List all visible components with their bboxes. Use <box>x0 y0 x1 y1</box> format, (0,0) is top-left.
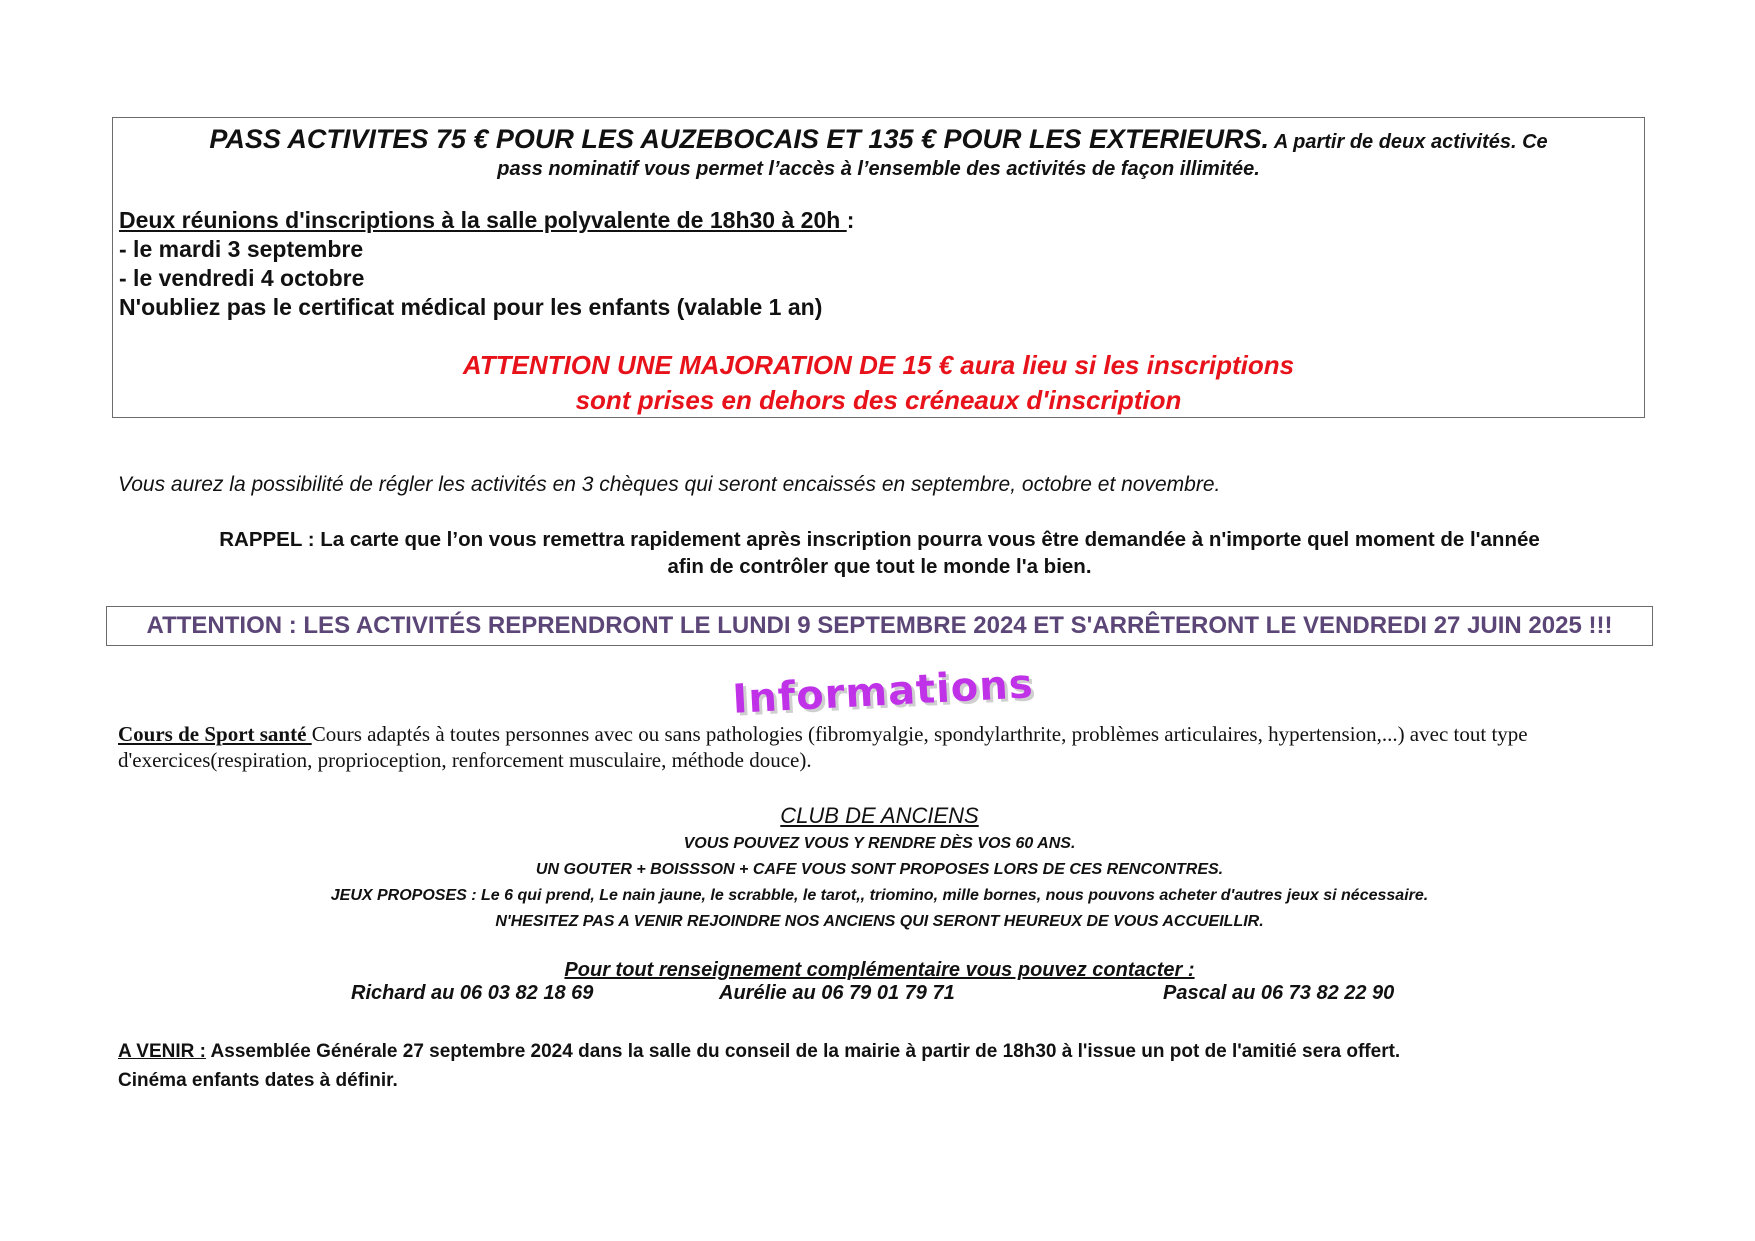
contact-title <box>112 957 1647 983</box>
club-line-4: N'HESITEZ PAS A VENIR REJOINDRE NOS ANCIENS QUI SERONT HEUREUX DE VOUS ACCUEILLIR. <box>495 913 1264 930</box>
club-line-1: VOUS POUVEZ VOUS Y RENDRE DÈS VOS 60 ANS. <box>683 835 1076 852</box>
informations-title: Informations <box>731 661 1035 723</box>
club-line-2: UN GOUTER + BOISSSON + CAFE VOUS SONT PROPOSES LORS DE CES RENCONTRES. <box>535 861 1224 878</box>
registration-date-2: - le vendredi 4 octobre <box>119 265 365 291</box>
contact-title-text: Pour tout renseignement complémentaire vous pouvez contacter : <box>564 959 1195 981</box>
a-venir-section <box>118 1037 1400 1095</box>
surcharge-warning-line-2: sont prises en dehors des créneaux d'inscription <box>575 385 1182 415</box>
club-line-3: JEUX PROPOSES : Le 6 qui prend, Le nain jaune, le scrabble, le tarot,, triomino, mille bornes, nous pouvons acheter d'autres jeux si nécessaire. <box>330 887 1429 904</box>
a-venir-text: Assemblée Générale 27 septembre 2024 dans la salle du conseil de la mairie à partir de 18h30 à l'issue un pot de l'amitié sera offert. <box>205 1041 1401 1062</box>
rappel-line-1: RAPPEL : La carte que l’on vous remettra rapidement après inscription pourra vous être demandée à n'importe quel moment de l'année <box>219 528 1540 551</box>
sport-sante-title: Cours de Sport santé <box>118 722 312 746</box>
cinema-note: Cinéma enfants dates à définir. <box>118 1070 398 1091</box>
pass-detail-1: A partir de deux activités. Ce <box>1269 131 1548 153</box>
contact-richard: Richard au 06 03 82 18 69 <box>351 982 594 1004</box>
cheques-note: Vous aurez la possibilité de régler les activités en 3 chèques qui seront encaissés en septembre, octobre et novembre. <box>118 473 1221 496</box>
sport-sante-paragraph <box>118 721 1644 773</box>
pass-box <box>112 117 1645 418</box>
certificate-note: N'oubliez pas le certificat médical pour les enfants (valable 1 an) <box>119 294 823 320</box>
pass-detail-2: pass nominatif vous permet l’accès à l’ensemble des activités de façon illimitée. <box>497 158 1260 180</box>
rappel-note <box>112 526 1647 580</box>
club-title: CLUB DE ANCIENS <box>780 803 979 828</box>
surcharge-warning <box>113 348 1644 418</box>
rappel-line-2: afin de contrôler que tout le monde l'a bien. <box>667 555 1092 578</box>
club-anciens-section <box>112 801 1647 935</box>
registration-block <box>119 206 854 322</box>
pass-headline: PASS ACTIVITES 75 € POUR LES AUZEBOCAIS ET 135 € POUR LES EXTERIEURS. <box>209 124 1270 154</box>
sport-sante-text: Cours adaptés à toutes personnes avec ou sans pathologies (fibromyalgie, spondylarthrite, problèmes articulaires, hypertension,...) avec tout type d'exercices(respiration, proprioception, renforcement musculaire, méthode douce). <box>118 722 1528 772</box>
registration-date-1: - le mardi 3 septembre <box>119 236 364 262</box>
registration-colon: : <box>846 207 855 233</box>
surcharge-warning-line-1: ATTENTION UNE MAJORATION DE 15 € aura lieu si les inscriptions <box>462 350 1295 380</box>
reprise-banner: ATTENTION : LES ACTIVITÉS REPRENDRONT LE LUNDI 9 SEPTEMBRE 2024 ET S'ARRÊTERONT LE VENDREDI 27 JUIN 2025 !!! <box>106 606 1653 646</box>
contact-aurelie: Aurélie au 06 79 01 79 71 <box>719 982 955 1004</box>
a-venir-label: A VENIR : <box>118 1041 206 1062</box>
registration-title: Deux réunions d'inscriptions à la salle polyvalente de 18h30 à 20h <box>119 207 847 233</box>
contact-pascal: Pascal au 06 73 82 22 90 <box>1163 982 1395 1004</box>
